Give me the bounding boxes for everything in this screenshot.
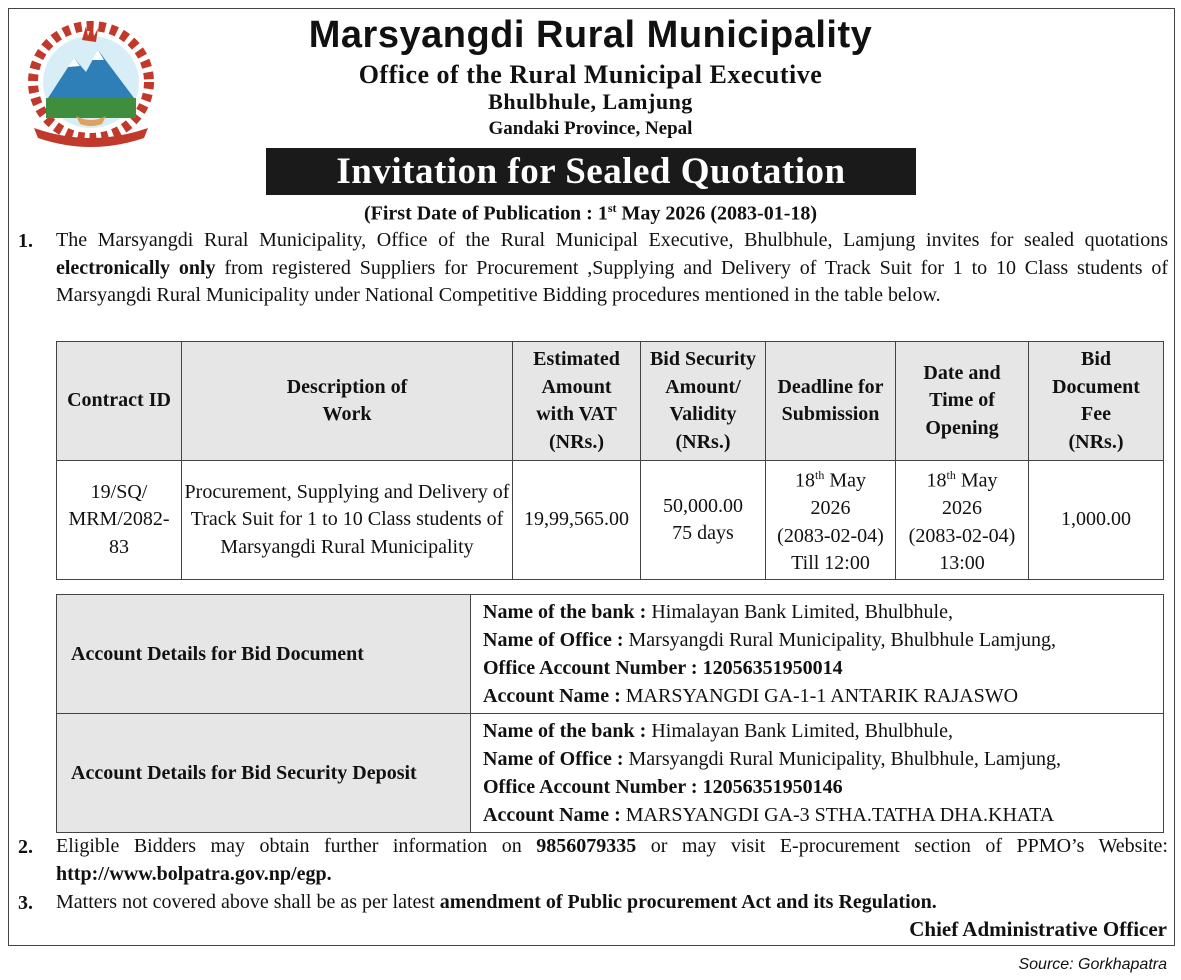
publication-date: (First Date of Publication : 1st May 2026 (2083-01-18) <box>363 201 818 225</box>
th-description: Description of Work <box>182 342 513 461</box>
item-number-3: 3. <box>18 892 33 914</box>
office-location: Bhulbhule, Lamjung <box>488 89 693 114</box>
table-row <box>57 461 1164 580</box>
cell-opening: 18th May 2026 (2083-02-04) 13:00 <box>896 461 1029 580</box>
item-number-1: 1. <box>18 230 33 252</box>
cell-deadline: 18th May 2026 (2083-02-04) Till 12:00 <box>766 461 896 580</box>
cell-description: Procurement, Supplying and Delivery of Track Suit for 1 to 10 Class students of Marsyangdi Rural Municipality <box>182 461 513 580</box>
th-contract-id: Contract ID <box>57 342 182 461</box>
quotation-table <box>56 341 1164 580</box>
account-value-bid-security: Name of the bank : Himalayan Bank Limited, Bhulbhule, Name of Office : Marsyangdi Rural Municipality, Bhulbhule, Lamjung, Office Account Number : 12056351950146 Account Name : MARSYANGDI GA-3 STHA.TATHA DHA.KHATA <box>471 714 1164 833</box>
signature: Chief Administrative Officer <box>909 917 1167 941</box>
paragraph-2: Eligible Bidders may obtain further information on 9856079335 or may visit E-procurement section of PPMO’s Website: http://www.bolpatra.gov.np/egp. <box>56 835 1168 885</box>
account-row-bid-document <box>57 595 1164 714</box>
cell-amount: 19,99,565.00 <box>513 461 641 580</box>
source-credit: Source: Gorkhapatra <box>1018 956 1167 973</box>
account-value-bid-document: Name of the bank : Himalayan Bank Limited, Bhulbhule, Name of Office : Marsyangdi Rural Municipality, Bhulbhule Lamjung, Office Account Number : 12056351950014 Account Name : MARSYANGDI GA-1-1 ANTARIK RAJASWO <box>471 595 1164 714</box>
org-name: Marsyangdi Rural Municipality <box>308 14 873 56</box>
th-bid-fee: Bid Document Fee (NRs.) <box>1029 342 1164 461</box>
office-name: Office of the Rural Municipal Executive <box>358 60 823 89</box>
item-number-2: 2. <box>18 836 33 858</box>
cell-fee: 1,000.00 <box>1029 461 1164 580</box>
account-row-bid-security <box>57 714 1164 833</box>
paragraph-1: The Marsyangdi Rural Municipality, Office of the Rural Municipal Executive, Bhulbhule, Lamjung invites for sealed quotations electronically only from registered Suppliers for Procurement ,Supplying and Delivery of Track Suit for 1 to 10 Class students of Marsyangdi Rural Municipality under National Competitive Bidding procedures mentioned in the table below. <box>56 229 1168 306</box>
province: Gandaki Province, Nepal <box>488 118 693 139</box>
paragraph-3: Matters not covered above shall be as per latest amendment of Public procurement Act and its Regulation. <box>56 891 937 913</box>
account-label-bid-security: Account Details for Bid Security Deposit <box>57 714 471 833</box>
table-header-row <box>57 342 1164 461</box>
cell-bid-security: 50,000.00 75 days <box>641 461 766 580</box>
notice-title: Invitation for Sealed Quotation <box>266 148 916 195</box>
cell-contract-id: 19/SQ/ MRM/2082- 83 <box>57 461 182 580</box>
account-details-table <box>56 594 1164 833</box>
th-opening: Date and Time of Opening <box>896 342 1029 461</box>
ppmo-website-link[interactable]: http://www.bolpatra.gov.np/egp. <box>56 862 332 885</box>
th-bid-security: Bid Security Amount/ Validity (NRs.) <box>641 342 766 461</box>
account-label-bid-document: Account Details for Bid Document <box>57 595 471 714</box>
th-deadline: Deadline for Submission <box>766 342 896 461</box>
th-estimated-amount: Estimated Amount with VAT (NRs.) <box>513 342 641 461</box>
